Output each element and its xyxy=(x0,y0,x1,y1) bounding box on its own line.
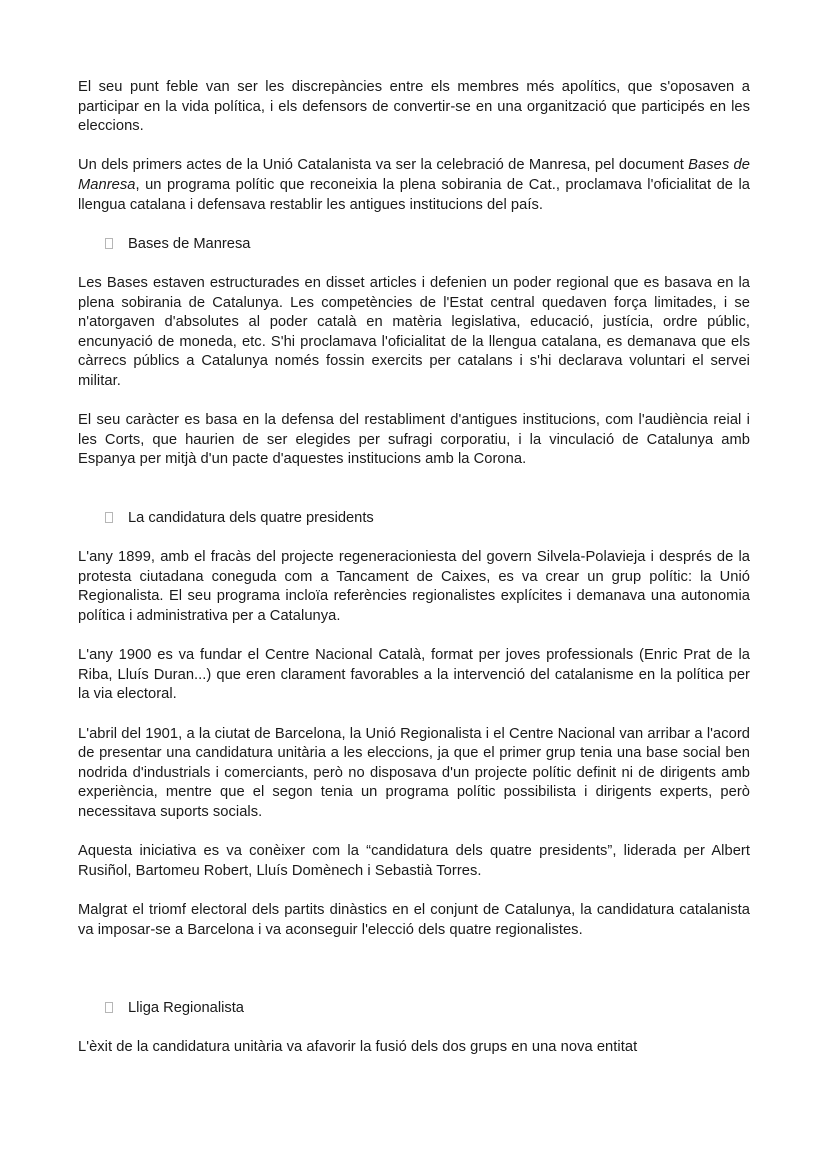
paragraph-2-italic-title: Bases de Manresa xyxy=(78,157,750,193)
paragraph-10: L'èxit de la candidatura unitària va afavorir la fusió dels dos grups en una nova entitat xyxy=(78,1039,638,1056)
heading-label: Bases de Manresa xyxy=(128,235,251,252)
paragraph-8: Aquesta iniciativa es va conèixer com la “candidatura dels quatre presidents”, liderada per Albert Rusiñol, Bartomeu Robert, Lluís Domènech i Sebastià Torres. xyxy=(78,843,750,879)
paragraph-1: El seu punt feble van ser les discrepàncies entre els membres més apolítics, que s'oposaven a participar en la vida política, i els defensors de convertir-se en una organització que participés en les eleccions. xyxy=(78,79,750,135)
heading-lliga-regionalista xyxy=(78,999,750,1019)
paragraph-3: Les Bases estaven estructurades en disset articles i defenien un poder regional que es basava en la plena sobirania de Catalunya. Les competències de l'Estat central quedaven força limitades, i se n'atorgaven d'absolutes al poder català en matèria legislativa, educació, justícia, ordre públic, encunyació de moneda, etc. S'hi proclamava l'oficialitat de la llengua catalana, es demanava que els càrrecs públics a Catalunya només fossin exercits per catalans i s'hi declarava voluntari el servei militar. xyxy=(78,274,750,389)
paragraph-2-text-after: , un programa polític que reconeixia la plena sobirania de Cat., proclamava l'oficialitat de la llengua catalana i defensava restablir les antigues institucions del país. xyxy=(78,176,750,213)
empty-box-glyph-icon xyxy=(105,512,113,523)
paragraph-4: El seu caràcter es basa en la defensa del restabliment d'antigues institucions, com l'audiència reial i les Corts, que haurien de ser elegides per sufragi corporatiu, i la vinculació de Catalunya amb Espanya per mitjà d'un pacte d'aquestes institucions amb la Corona. xyxy=(78,412,750,468)
document-body xyxy=(78,78,750,1058)
empty-box-glyph-icon xyxy=(105,1002,113,1013)
paragraph-7: L'abril del 1901, a la ciutat de Barcelona, la Unió Regionalista i el Centre Nacional van arribar a l'acord de presentar una candidatura unitària a les eleccions, ja que el primer grup tenia una base social ben nodrida d'industrials i comerciants, però no disposava d'un projecte polític definit ni de dirigents amb experiència, mentre que el segon tenia un programa polític possibilista i dirigents experts, però necessitava suports socials. xyxy=(78,725,750,820)
paragraph-6: L'any 1900 es va fundar el Centre Nacional Català, format per joves professionals (Enric Prat de la Riba, Lluís Duran...) que eren clarament favorables a la intervenció del catalanisme en la política per la via electoral. xyxy=(78,647,750,703)
vertical-spacer xyxy=(78,489,750,509)
heading-label: La candidatura dels quatre presidents xyxy=(128,510,374,527)
paragraph-9: Malgrat el triomf electoral dels partits dinàstics en el conjunt de Catalunya, la candidatura catalanista va imposar-se a Barcelona i va aconseguir l'elecció dels quatre regionalistes. xyxy=(78,901,750,938)
paragraph-2-text-before: Un dels primers actes de la Unió Catalanista va ser la celebració de Manresa, pel document xyxy=(78,157,689,174)
empty-box-glyph-icon xyxy=(105,238,113,249)
vertical-spacer xyxy=(78,960,750,980)
paragraph-5: L'any 1899, amb el fracàs del projecte regeneracioniesta del govern Silvela-Polavieja i després de la protesta ciutadana coneguda com a Tancament de Caixes, es va crear un grup polític: la Unió Regionalista. El seu programa incloïa referències regionalistes explícites i demanava una autonomia política i administrativa per a Catalunya. xyxy=(78,549,750,625)
heading-bases-de-manresa xyxy=(78,235,750,255)
heading-label: Lliga Regionalista xyxy=(128,999,244,1016)
heading-la-candidatura-dels-quatre-presidents xyxy=(78,509,750,529)
paragraph-2 xyxy=(78,156,750,215)
